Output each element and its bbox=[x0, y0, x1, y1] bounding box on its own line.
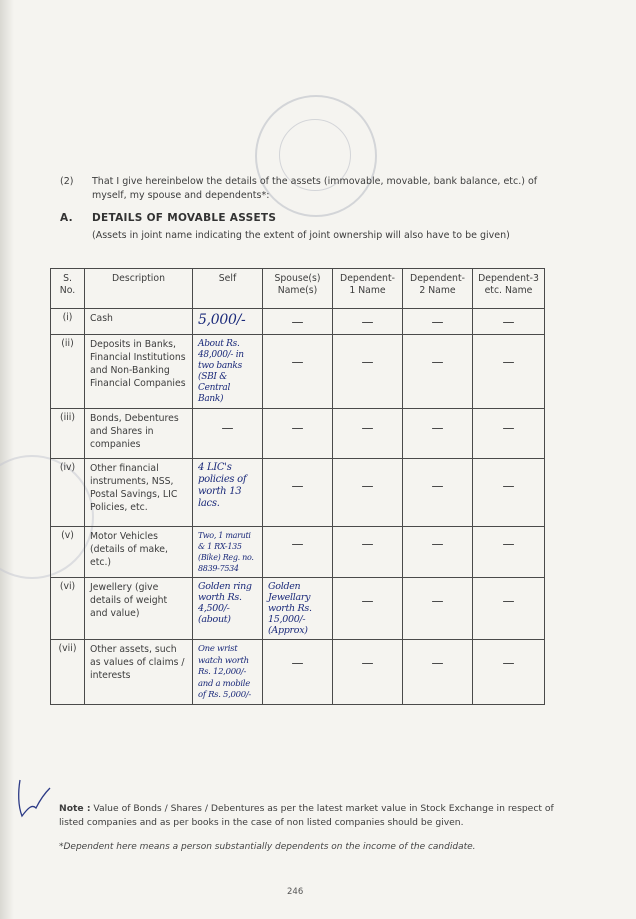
row-dependent-2 bbox=[403, 309, 473, 335]
section-title: DETAILS OF MOVABLE ASSETS bbox=[92, 212, 277, 224]
row-sno: (vii) bbox=[51, 640, 85, 705]
dash: — bbox=[361, 594, 374, 608]
row-self bbox=[193, 335, 263, 409]
movable-assets-table bbox=[50, 268, 545, 705]
official-seal-stamp bbox=[255, 95, 377, 217]
table-row bbox=[51, 640, 545, 705]
dash: — bbox=[361, 656, 374, 670]
row-self bbox=[193, 409, 263, 459]
footnote: *Dependent here means a person substantially dependents on the income of the candidate. bbox=[59, 842, 476, 852]
handwritten-spouse: Golden Jewellary worth Rs. 15,000/- (Approx) bbox=[268, 581, 312, 636]
header-dependent-1: Dependent-1 Name bbox=[333, 269, 403, 309]
row-sno: (i) bbox=[51, 309, 85, 335]
row-sno: (ii) bbox=[51, 335, 85, 409]
dash: — bbox=[502, 537, 515, 551]
row-spouse bbox=[263, 335, 333, 409]
dash: — bbox=[291, 315, 304, 329]
dash: — bbox=[291, 537, 304, 551]
row-spouse bbox=[263, 459, 333, 527]
row-dependent-2 bbox=[403, 409, 473, 459]
note-block bbox=[59, 802, 559, 830]
section-note: (Assets in joint name indicating the extent of joint ownership will also have to be given) bbox=[92, 230, 510, 241]
table-row bbox=[51, 459, 545, 527]
dash: — bbox=[431, 594, 444, 608]
row-spouse bbox=[263, 578, 333, 640]
paragraph-line-1: That I give hereinbelow the details of the assets (immovable, movable, bank balance, etc.) of bbox=[92, 176, 538, 187]
row-self bbox=[193, 578, 263, 640]
row-dependent-3 bbox=[473, 409, 545, 459]
dash: — bbox=[361, 537, 374, 551]
dash: — bbox=[502, 479, 515, 493]
header-dependent-2: Dependent-2 Name bbox=[403, 269, 473, 309]
row-dependent-1 bbox=[333, 335, 403, 409]
dash: — bbox=[502, 656, 515, 670]
dash: — bbox=[221, 421, 234, 435]
row-dependent-1 bbox=[333, 309, 403, 335]
row-self bbox=[193, 459, 263, 527]
row-spouse bbox=[263, 640, 333, 705]
dash: — bbox=[431, 656, 444, 670]
row-dependent-3 bbox=[473, 309, 545, 335]
handwritten-self: 4 LIC's policies of worth 13 lacs. bbox=[198, 462, 247, 509]
table-row bbox=[51, 578, 545, 640]
header-description: Description bbox=[85, 269, 193, 309]
handwritten-self: Two, 1 maruti & 1 RX-135 (Bike) Reg. no. 8839-7534 bbox=[198, 531, 254, 573]
row-dependent-2 bbox=[403, 335, 473, 409]
row-dependent-3 bbox=[473, 459, 545, 527]
dash: — bbox=[502, 421, 515, 435]
row-dependent-1 bbox=[333, 578, 403, 640]
row-self bbox=[193, 527, 263, 578]
handwritten-self: About Rs. 48,000/- in two banks (SBI & Central Bank) bbox=[198, 339, 244, 404]
note-label: Note : bbox=[59, 803, 91, 814]
dash: — bbox=[431, 537, 444, 551]
row-dependent-1 bbox=[333, 527, 403, 578]
row-sno: (vi) bbox=[51, 578, 85, 640]
row-dependent-3 bbox=[473, 527, 545, 578]
note-text: Value of Bonds / Shares / Debentures as per the latest market value in Stock Exchange in respect of listed companies and as per books in the case of non listed companies should be given. bbox=[59, 803, 554, 828]
row-dependent-1 bbox=[333, 459, 403, 527]
row-dependent-1 bbox=[333, 409, 403, 459]
table-row bbox=[51, 409, 545, 459]
row-spouse bbox=[263, 409, 333, 459]
handwritten-self: 5,000/- bbox=[198, 312, 246, 328]
dash: — bbox=[431, 315, 444, 329]
header-dependent-3: Dependent-3 etc. Name bbox=[473, 269, 545, 309]
dash: — bbox=[361, 421, 374, 435]
dash: — bbox=[502, 594, 515, 608]
row-description: Cash bbox=[85, 309, 193, 335]
row-description: Deposits in Banks, Financial Institutions and Non-Banking Financial Companies bbox=[85, 335, 193, 409]
row-dependent-3 bbox=[473, 578, 545, 640]
row-dependent-3 bbox=[473, 640, 545, 705]
section-letter: A. bbox=[60, 212, 73, 224]
row-dependent-2 bbox=[403, 578, 473, 640]
dash: — bbox=[291, 421, 304, 435]
row-self bbox=[193, 640, 263, 705]
row-sno: (iv) bbox=[51, 459, 85, 527]
row-description: Other assets, such as values of claims / interests bbox=[85, 640, 193, 705]
row-dependent-2 bbox=[403, 527, 473, 578]
handwritten-self: One wrist watch worth Rs. 12,000/- and a mobile of Rs. 5,000/- bbox=[198, 644, 252, 700]
header-spouse: Spouse(s) Name(s) bbox=[263, 269, 333, 309]
header-sno: S. No. bbox=[51, 269, 85, 309]
dash: — bbox=[502, 315, 515, 329]
dash: — bbox=[291, 479, 304, 493]
dash: — bbox=[431, 421, 444, 435]
row-self bbox=[193, 309, 263, 335]
table-row bbox=[51, 335, 545, 409]
header-self: Self bbox=[193, 269, 263, 309]
dash: — bbox=[431, 355, 444, 369]
paragraph-line-2: myself, my spouse and dependents*: bbox=[92, 190, 270, 201]
row-dependent-2 bbox=[403, 640, 473, 705]
table-row bbox=[51, 527, 545, 578]
dash: — bbox=[502, 355, 515, 369]
paragraph-number: (2) bbox=[60, 176, 74, 187]
row-dependent-1 bbox=[333, 640, 403, 705]
row-description: Motor Vehicles (details of make, etc.) bbox=[85, 527, 193, 578]
table-header-row bbox=[51, 269, 545, 309]
dash: — bbox=[291, 656, 304, 670]
table-row bbox=[51, 309, 545, 335]
dash: — bbox=[361, 479, 374, 493]
row-dependent-3 bbox=[473, 335, 545, 409]
row-sno: (iii) bbox=[51, 409, 85, 459]
page-number: 246 bbox=[287, 887, 304, 897]
row-spouse bbox=[263, 527, 333, 578]
row-dependent-2 bbox=[403, 459, 473, 527]
row-description: Bonds, Debentures and Shares in companies bbox=[85, 409, 193, 459]
dash: — bbox=[361, 315, 374, 329]
row-description: Other financial instruments, NSS, Postal Savings, LIC Policies, etc. bbox=[85, 459, 193, 527]
row-description: Jewellery (give details of weight and value) bbox=[85, 578, 193, 640]
signature-mark bbox=[14, 776, 54, 820]
row-sno: (v) bbox=[51, 527, 85, 578]
handwritten-self: Golden ring worth Rs. 4,500/- (about) bbox=[198, 581, 252, 625]
row-spouse bbox=[263, 309, 333, 335]
dash: — bbox=[291, 355, 304, 369]
dash: — bbox=[431, 479, 444, 493]
dash: — bbox=[361, 355, 374, 369]
